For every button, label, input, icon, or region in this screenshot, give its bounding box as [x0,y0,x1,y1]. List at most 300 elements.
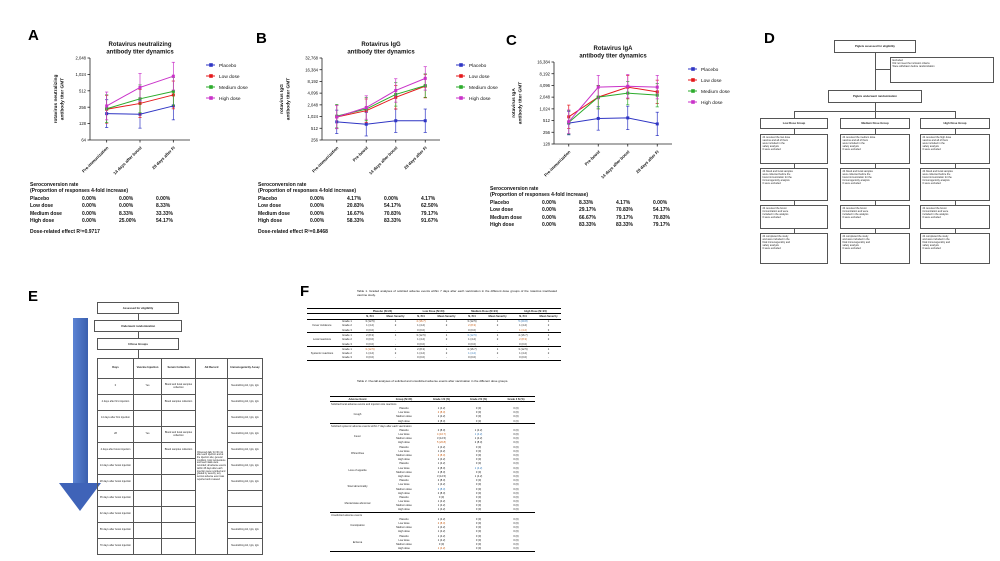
table2-group-label: Low dose [398,483,410,487]
x-tick-label: Pre-boost [583,149,601,167]
table2-value-cell: 0 (0) [475,470,482,474]
flow-text-line: 0 were excluded [762,247,781,250]
table2-value-cell: 1 (4.2) [437,526,446,530]
table2-value-cell: 2 (8.3) [437,487,446,491]
table1-row-group-label: Fever incidence [312,324,332,328]
y-tick-label: 256 [311,137,318,143]
table1-value-cell: 3 (12.5) [416,334,426,337]
table2-group-label: High dose [398,491,410,495]
schedule-cell: Blood and fecal samples collection [162,427,196,443]
table1-value-cell: 1 [496,320,499,324]
x-tick-label: 28 days after FI [150,145,177,171]
flow-box-content [760,134,828,164]
table1-value-cell: 0 (0.0) [366,328,374,332]
schedule-cell [134,459,162,475]
y-axis-label: antibody titer GMT [518,81,524,125]
table1-grade-label: Grade 1 [342,347,352,351]
schedule-cell: Neutralizing Ab, IgG, IgA [228,475,263,491]
y-tick-label: 512 [79,88,86,94]
table1-grade-label: Grade 2 [342,352,352,356]
table2-value-cell: 0 (0) [475,547,482,551]
flow-text-line: were collected before the [762,173,791,176]
flow-box: 3 Dose Groups [97,338,179,350]
flow-text-line: 24 received the boost [922,207,947,210]
flow-text-line: were collected before the [922,173,951,176]
sero-value: 20.83% [347,203,364,209]
table1-value-cell: 1 [496,347,499,351]
table2-value-cell: 0 (0) [513,522,519,526]
table1-value-cell: 1 [445,320,448,324]
table1-value-cell: 3 (12.5) [467,334,477,337]
table1-value-cell: 2 [547,324,550,328]
table2-item-label: Eczema [352,540,363,544]
table1-value-cell: 1 (4.2) [519,324,527,328]
sero-row-label: Medium dose [258,210,290,217]
table2-value-cell: 0 (0) [475,495,482,499]
data-point [394,119,397,122]
connector-line [138,314,139,320]
schedule-cell [228,491,263,507]
table1-group-header: Medium Dose (N=24) [459,309,510,314]
table2-value-cell: 2 (8.3) [437,454,446,458]
schedule-cell [162,459,196,475]
table2-value-cell: 1 (4.2) [437,508,446,512]
chart-rotavirus-iga [508,40,743,190]
sero-row-label: High dose [258,218,283,224]
data-point [424,119,427,122]
table2-value-cell: 2 (8.3) [437,428,446,432]
table1-value-cell: 1 [445,347,448,351]
table1-value-cell: 0 (0.0) [519,342,527,346]
y-tick-label: 1,024 [75,72,86,77]
flow-text-line: immunization and were [922,210,949,213]
legend-label: Medium dose [219,85,248,91]
schedule-cell: 14 days after boost injection [98,459,134,475]
sero-value: 0.00% [82,210,97,217]
table2-item-label: Rhinorrhea [351,451,364,455]
table2-value-cell: 3 (12.5) [437,474,446,478]
sero-value: 54.17% [384,203,401,209]
table1-value-cell: 3 [547,328,550,332]
sero-value: 54.17% [653,207,670,213]
sero-value: 8.33% [119,210,134,217]
flow-box-content [920,233,990,264]
legend-marker [209,96,213,100]
legend-label: Medium dose [469,85,498,91]
table2-value-cell: 0 (0) [475,517,482,521]
table2-group-label: Low dose [398,411,410,415]
table2-value-cell: 0 (0) [513,542,519,546]
table2-group-label: High dose [398,547,410,551]
table2-value-cell: 0 (0) [513,530,519,534]
sero-subtitle: (Proportion of responses 4-fold increase) [30,188,129,194]
schedule-cell [228,507,263,523]
flow-text-line: boost immunization for the [762,176,792,179]
table1-value-cell: - [548,356,549,360]
flow-text-line: safety analysis [762,244,779,247]
table1-group-header: Low Dose (N=24) [408,309,459,314]
flow-text-line: boost immunization for the [922,176,952,179]
table1-value-cell: 2 [445,352,448,356]
schedule-col-header: Vaccine Injection [134,359,162,379]
table1-value-cell: 1 [394,320,397,324]
schedule-cell: 28 days after boost injection [98,475,134,491]
flow-box-content [840,233,910,264]
table1-value-cell: 2 (8.3) [417,347,425,351]
table2-value-cell: 1 (4.2) [437,445,446,449]
table2-value-cell: 0 (0) [513,411,519,415]
table1-value-cell: 1 (4.2) [366,324,374,328]
table1-value-cell: 2 [445,338,448,342]
sero-value: 4.17% [347,195,362,202]
schedule-cell [134,475,162,491]
table2-value-cell: 0 (0) [475,454,482,458]
table2-value-cell: 1 (4.2) [437,406,446,410]
table1-group-header: Placebo (N=24) [357,309,408,314]
schedule-cell: Blood samples collection [162,395,196,411]
flow-text-line: 24 blood and fecal samples [922,170,953,173]
table2-value-cell: 0 (0) [513,474,519,478]
y-tick-label: 64 [81,137,86,143]
legend-label: Low dose [469,74,490,80]
flow-text-line: 24 blood and fecal samples [762,170,793,173]
schedule-cell [162,523,196,539]
table2-group-label: Low dose [398,500,410,504]
series-line [569,118,658,124]
table2-value-cell: 0 (0) [438,542,445,546]
flow-text-line: safety analysis [842,244,859,247]
chart-title: antibody titer dynamics [106,49,174,56]
table2-value-cell: 0 (0) [513,419,519,423]
connector-line [794,111,795,118]
flow-text-line: Were withdrawn before randomization [892,65,935,68]
flow-box-content [920,205,990,229]
table2-value-cell: 2 (8.3) [474,441,483,445]
sero-value: 58.33% [347,218,364,224]
table1-value-cell: - [395,356,396,360]
flow-text-line: 0 were excluded [922,182,941,185]
sero-value: 83.33% [579,222,596,228]
sero-row-label: Medium dose [30,210,62,217]
schedule-cell: Yes [134,379,162,395]
table2-group-label: Medium dose [396,504,412,508]
flow-box-group: High Dose Group [920,118,990,129]
table2-value-cell: 0 (0) [475,406,482,410]
y-axis-label: rotavirus IgG [280,84,285,114]
sero-value: 0.00% [653,199,668,206]
sero-row-label: Low dose [490,207,514,213]
connector-line [955,111,956,118]
table2-value-cell: 0 (0) [513,470,519,474]
table2-item-label: Stool abnormality [347,485,368,489]
table1-value-cell: 4 (16.7) [518,334,528,337]
sero-row [30,203,235,209]
y-tick-label: 32,768 [305,55,318,61]
consort-flowchart [756,34,998,266]
sero-value: 54.17% [156,218,173,224]
flow-box-content [760,205,828,229]
sero-value: 70.83% [616,207,633,213]
x-tick-label: 14 days after boost [112,145,143,176]
sero-value: 33.33% [156,210,173,217]
table1-grade-label: Grade 3 [342,342,352,346]
sero-value: 0.00% [310,195,325,202]
flow-box-content [760,233,828,264]
table2-group-label: Placebo [399,406,409,410]
table1-grade-label: Grade 1 [342,320,352,324]
x-tick-label: 14 days after boost [599,149,631,180]
flow-text-line: were collected before the [842,173,871,176]
table2-group-label: Low dose [398,538,410,542]
data-point [597,86,600,89]
table2-value-cell: 2 (8.3) [437,419,446,423]
connector-line [138,350,139,358]
table2-value-cell: 0 (0) [513,534,519,538]
table2-group-label: Low dose [398,522,410,526]
table1-row-group-label: Local reactions [312,338,332,342]
panel-label-d: D [764,30,775,47]
table1-value-cell: - [395,342,396,346]
panel-label-a: A [28,27,39,44]
data-point [626,85,629,88]
sero-row [30,196,235,202]
overall-ae-table [330,396,535,552]
sero-row-label: Placebo [30,195,50,202]
table1-sub-header: N, Pct [468,314,476,318]
sero-subtitle: (Proportion of responses 4-fold increase) [490,192,589,198]
legend-label: Placebo [219,63,237,69]
flow-text-line: 24 received the low dose [762,136,791,139]
legend-label: High dose [469,96,491,102]
chart-title: Rotavirus neutralizing [108,42,172,48]
table2-value-cell: 0 (0) [475,479,482,483]
table1-value-cell: 2 (8.3) [519,338,527,342]
table1-value-cell: - [446,328,447,332]
schedule-cell: Neutralizing Ab, IgG, IgA [228,427,263,443]
y-tick-label: 8,192 [307,79,318,85]
table1-value-cell: 3 (12.5) [365,347,375,351]
data-point [567,120,570,123]
sero-row-label: High dose [490,222,515,228]
legend-label: Medium dose [701,89,730,95]
table2-value-cell: 0 (0) [475,530,482,534]
table2-group-label: High dose [398,530,410,534]
flow-box-excluded [890,57,994,83]
table1-grade-label: Grade 1 [342,334,352,337]
table1-sub-header: Mean Severity [488,314,507,318]
table1-value-cell: 0 (0.0) [366,338,374,342]
table2-col-header: Grade 2 N (%) [460,397,497,402]
table2-value-cell: 0 (0) [513,504,519,508]
table1-value-cell: 1 (4.2) [417,324,425,328]
flow-text-line: 0 were excluded [842,148,861,151]
sero-row [490,200,695,206]
flow-text-line: immunization and were [762,210,789,213]
flow-text-line: 24 completed the study [842,235,869,238]
flow-text-line: 0 were excluded [842,247,861,250]
table1-value-cell: 4 (16.7) [416,320,426,324]
y-axis-label: antibody titer GMT [286,77,292,121]
schedule-cell: Neutralizing Ab, IgG, IgA [228,523,263,539]
legend-marker [459,96,463,100]
table1-value-cell: - [548,342,549,346]
y-tick-label: 8,192 [539,71,550,77]
table2-value-cell: 0 (0) [513,479,519,483]
table1-sub-header: Mean Severity [386,314,405,318]
y-tick-label: 128 [543,141,550,147]
sero-title: Seroconversion rate [258,182,307,188]
schedule-col-header: Immunogenicity Assay [228,359,263,379]
sero-footer: Dose-related effect R²=0.9717 [30,229,100,235]
table2-value-cell: 0 (0) [513,508,519,512]
table2-value-cell: 0 (0) [513,526,519,530]
table2-col-header: Adverse Event [330,397,385,402]
table2-col-header: Grade 3 N (%) [497,397,535,402]
sero-value: 0.00% [82,218,97,224]
table1-row-group-label: Systemic reactions [310,352,334,356]
sero-row [258,203,463,209]
flow-box-eligibility: Piglets assessed for eligibility [834,40,916,53]
schedule-cell [134,523,162,539]
connector-line [875,53,876,90]
sero-row-label: High dose [30,218,55,224]
flow-text-line: 0 were excluded [762,216,781,219]
table1-value-cell: 1 [496,334,499,337]
table1-value-cell: 1 [547,347,550,351]
series-line [337,121,426,125]
table1-value-cell: 4 (16.7) [467,347,477,351]
table2-value-cell: 0 (0) [475,445,482,449]
flow-text-line: were included in the [762,142,785,145]
table1-value-cell: 0 (0.0) [366,356,374,360]
timeline-arrow [73,318,88,483]
table2-section-header: Solicited local adverse events and injection site reactions [331,402,397,406]
sero-title: Seroconversion rate [490,186,539,192]
flow-text-line: 0 were excluded [762,148,781,151]
table2-value-cell: 2 (8.3) [437,470,446,474]
table1-value-cell: 0 (0.0) [417,342,425,346]
table1-caption: Table 1. Graded analyses of solicited adverse events within 7 days after each vaccination in the different dose groups of the rotavirus inactivated vaccine study. [357,289,557,297]
sero-value: 83.33% [384,218,401,224]
table2-value-cell: 2 (8.3) [437,491,446,495]
schedule-cell [162,475,196,491]
table2-value-cell: 1 (4.2) [437,462,446,466]
table2-value-cell: 1 (4.2) [437,547,446,551]
chart-title: antibody titer dynamics [347,49,415,56]
flow-box-content [920,134,990,164]
table1-value-cell: 1 [394,347,397,351]
schedule-cell: Neutralizing Ab, IgG, IgA [228,443,263,459]
ae-record-cell: Observed daily for 30 min after each injection and at the injection site; general condition, body temperature and feed intake were recorded; all adverse events within 28 days after each injection were recorded and graded by severity; any serious adverse event was reported and reviewed [196,379,228,555]
flow-text-line: 0 were excluded [922,216,941,219]
schedule-cell [162,507,196,523]
table1-value-cell: 0 (0.0) [417,356,425,360]
sero-row-label: Placebo [490,199,510,206]
table1-value-cell: 0 (0.0) [366,342,374,346]
schedule-cell [134,395,162,411]
table1-sub-header: Mean Severity [539,314,558,318]
sero-value: 4.17% [616,199,631,206]
legend-label: Low dose [219,74,240,80]
sero-value: 70.83% [384,210,401,217]
flow-box-group: Low Dose Group [760,118,828,129]
table2-value-cell: 0 (0) [513,454,519,458]
flow-text-line: included in the analysis [762,213,789,216]
table1-value-cell: 0 (0.0) [417,328,425,332]
schedule-cell: Neutralizing Ab, IgG, IgA [228,539,263,555]
data-point [172,75,175,78]
legend-marker [691,100,695,104]
table2-value-cell: 0 (0) [513,441,519,445]
sero-value: 0.00% [310,218,325,224]
table2-item-label: Loss of appetite [348,468,367,472]
flow-box-content [840,205,910,229]
schedule-cell: 42 days after boost injection [98,507,134,523]
table2-value-cell: 0 (0) [475,483,482,487]
sero-value: 0.00% [310,203,325,209]
table2-value-cell: 0 (0) [475,462,482,466]
sero-value: 79.17% [653,222,670,228]
connector-line [875,103,876,111]
flow-text-line: safety analysis [922,145,939,148]
table2-wrap [330,396,535,552]
sero-row [490,207,695,213]
series-line [337,86,426,117]
sero-value: 62.50% [421,203,438,209]
table1-value-cell: 1 (4.2) [468,352,476,356]
series-line [569,86,658,121]
y-tick-label: 1,024 [539,106,550,112]
flow-text-line: and were included in the [922,238,950,241]
seroconversion-table-c [490,186,695,228]
sero-row-label: Medium dose [490,214,522,221]
table1-sub-header: N, Pct [519,314,527,318]
table1-grade-label: Grade 2 [342,324,352,328]
schedule-cell: 4 days after boost injection [98,443,134,459]
adverse-event-tables [302,286,560,560]
table2-value-cell: 4 (16.7) [437,433,446,437]
table2-value-cell: 0 (0) [475,419,482,423]
y-tick-label: 4,096 [539,83,550,89]
table2-value-cell: 0 (0) [513,433,519,437]
sero-value: 29.17% [579,207,596,213]
flow-text-line: boost immunization for the [842,176,872,179]
table2-value-cell: 0 (0) [475,504,482,508]
flow-text-line: final immunogenicity and [842,241,871,244]
x-tick-label: 28 days after FI [402,145,428,171]
table2-value-cell: 0 (0) [513,466,519,470]
table2-value-cell: 0 (0) [475,458,482,462]
y-tick-label: 256 [79,104,86,110]
table2-value-cell: 0 (0) [513,483,519,487]
table1-grade-label: Grade 3 [342,356,352,360]
table2-group-label: Medium dose [396,470,412,474]
table1-value-cell: 2 [496,352,499,356]
table2-group-label: Medium dose [396,542,412,546]
flow-text-line: 24 blood and fecal samples [842,170,873,173]
table1-grade-label: Grade 2 [342,338,352,342]
table1-value-cell: 0 (0.0) [519,356,527,360]
flow-text-line: included in the analysis [922,213,949,216]
y-axis-label: rotavirus neutralizing [54,74,59,124]
table2-value-cell: 1 (4.2) [437,504,446,508]
table1-value-cell: 1 (4.2) [519,352,527,356]
table2-value-cell: 1 (4.2) [474,433,483,437]
schedule-cell: 0 [98,379,134,395]
table2-value-cell: 0 (0) [475,500,482,504]
table1-value-cell: 2 [445,324,448,328]
y-tick-label: 1,024 [307,114,318,120]
